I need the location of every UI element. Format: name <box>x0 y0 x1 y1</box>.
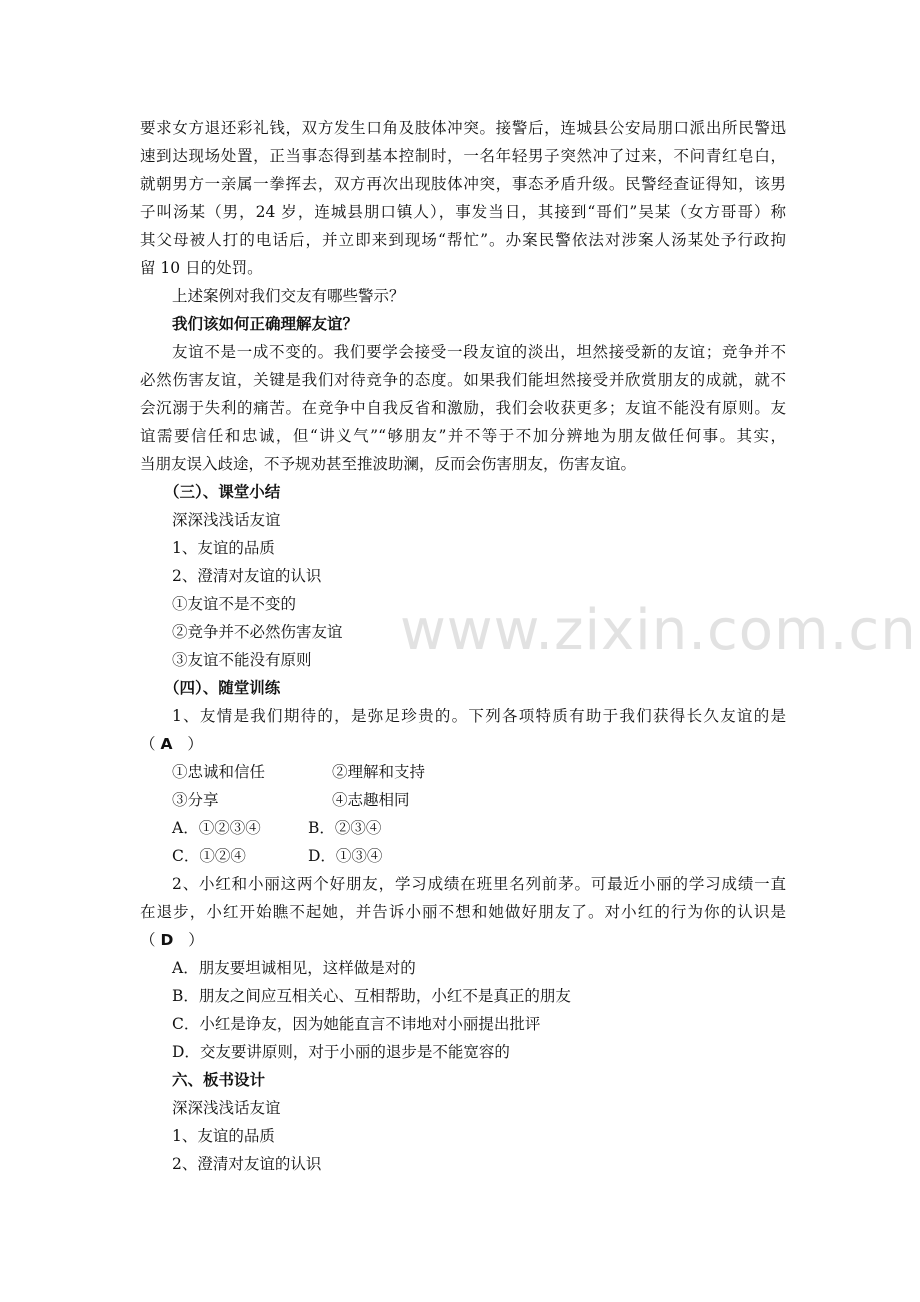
case-line-4: 子叫汤某（男，24 岁，连城县朋口镇人），事发当日，其接到“哥们”吴某（女方哥哥）称 <box>140 203 786 221</box>
summary-item-4: ①友谊不是不变的 <box>172 595 297 613</box>
q1-choice-c: C．①②④ <box>172 847 246 865</box>
q1-choices-row-1 <box>140 814 786 842</box>
q2-answer: D <box>160 931 174 949</box>
understanding-line-1: 友谊不是一成不变的。我们要学会接受一段友谊的淡出，坦然接受新的友谊；竞争并不 <box>172 343 786 361</box>
q1-choice-b: B．②③④ <box>308 819 382 837</box>
q1-choice-d: D．①③④ <box>308 847 383 865</box>
summary-item-1: 深深浅浅话友谊 <box>172 511 281 529</box>
q1-choice-a: A．①②③④ <box>172 819 261 837</box>
board-item-1: 深深浅浅话友谊 <box>172 1099 281 1117</box>
q2-stem-line-1: 2、小红和小丽这两个好朋友，学习成绩在班里名列前茅。可最近小丽的学习成绩一直 <box>172 875 786 893</box>
q2-choice-a: A．朋友要坦诚相见，这样做是对的 <box>172 959 416 977</box>
case-line-2: 速到达现场处置，正当事态得到基本控制时，一名年轻男子突然冲了过来，不问青红皂白， <box>140 147 786 165</box>
q1-features-row-1 <box>140 758 786 786</box>
q1-features-row-2 <box>140 786 786 814</box>
case-question: 上述案例对我们交友有哪些警示？ <box>172 287 405 305</box>
q1-paren-open: （ <box>140 735 156 753</box>
summary-item-6: ③友谊不能没有原则 <box>172 651 312 669</box>
document-page <box>140 114 786 1178</box>
q1-feature-1: ①忠诚和信任 <box>172 763 266 781</box>
q2-choice-b: B．朋友之间应互相关心、互相帮助，小红不是真正的朋友 <box>172 987 571 1005</box>
case-line-5: 其父母被人打的电话后，并立即来到现场“帮忙”。办案民警依法对涉案人汤某处予行政拘 <box>140 231 786 249</box>
board-heading: 六、板书设计 <box>172 1070 266 1089</box>
q2-answer-line <box>140 926 786 954</box>
understanding-line-4: 谊需要信任和忠诚，但“讲义气”“够朋友”并不等于不加分辨地为朋友做任何事。其实， <box>140 427 786 445</box>
q1-answer: A <box>160 735 173 753</box>
practice-heading: （四）、随堂训练 <box>164 678 281 697</box>
q1-feature-4: ④志趣相同 <box>332 791 410 809</box>
q2-paren-close: ） <box>188 931 204 949</box>
summary-item-5: ②竞争并不必然伤害友谊 <box>172 623 343 641</box>
summary-item-2: 1、友谊的品质 <box>172 539 275 557</box>
q2-paren-open: （ <box>140 931 156 949</box>
understanding-line-2: 必然伤害友谊，关键是我们对待竞争的态度。如果我们能坦然接受并欣赏朋友的成就，就不 <box>140 371 786 389</box>
understanding-line-5: 当朋友误入歧途，不予规劝甚至推波助澜，反而会伤害朋友，伤害友谊。 <box>140 455 637 473</box>
understanding-heading: 我们该如何正确理解友谊？ <box>172 314 359 333</box>
q1-stem: 1、友情是我们期待的，是弥足珍贵的。下列各项特质有助于我们获得长久友谊的是 <box>172 707 786 725</box>
q1-paren-close: ） <box>187 735 203 753</box>
q2-choice-c: C．小红是诤友，因为她能直言不讳地对小丽提出批评 <box>172 1015 541 1033</box>
board-item-2: 1、友谊的品质 <box>172 1127 275 1145</box>
summary-heading: （三）、课堂小结 <box>164 482 281 501</box>
q1-choices-row-2 <box>140 842 786 870</box>
summary-item-3: 2、澄清对友谊的认识 <box>172 567 322 585</box>
board-item-3: 2、澄清对友谊的认识 <box>172 1155 322 1173</box>
q1-answer-line <box>140 730 786 758</box>
q1-feature-3: ③分享 <box>172 791 219 809</box>
q1-feature-2: ②理解和支持 <box>332 763 426 781</box>
understanding-line-3: 会沉溺于失利的痛苦。在竞争中自我反省和激励，我们会收获更多；友谊不能没有原则。友 <box>140 399 786 417</box>
watermark: www.zixin.com.cn <box>400 598 917 663</box>
case-line-6: 留 10 日的处罚。 <box>140 259 263 277</box>
q2-choice-d: D．交友要讲原则，对于小丽的退步是不能宽容的 <box>172 1043 510 1061</box>
q2-stem-line-2: 在退步，小红开始瞧不起她，并告诉小丽不想和她做好朋友了。对小红的行为你的认识是 <box>140 903 786 921</box>
case-line-3: 就朝男方一亲属一拳挥去，双方再次出现肢体冲突，事态矛盾升级。民警经查证得知，该男 <box>140 175 786 193</box>
case-line-1: 要求女方退还彩礼钱，双方发生口角及肢体冲突。接警后，连城县公安局朋口派出所民警迅 <box>140 119 786 137</box>
